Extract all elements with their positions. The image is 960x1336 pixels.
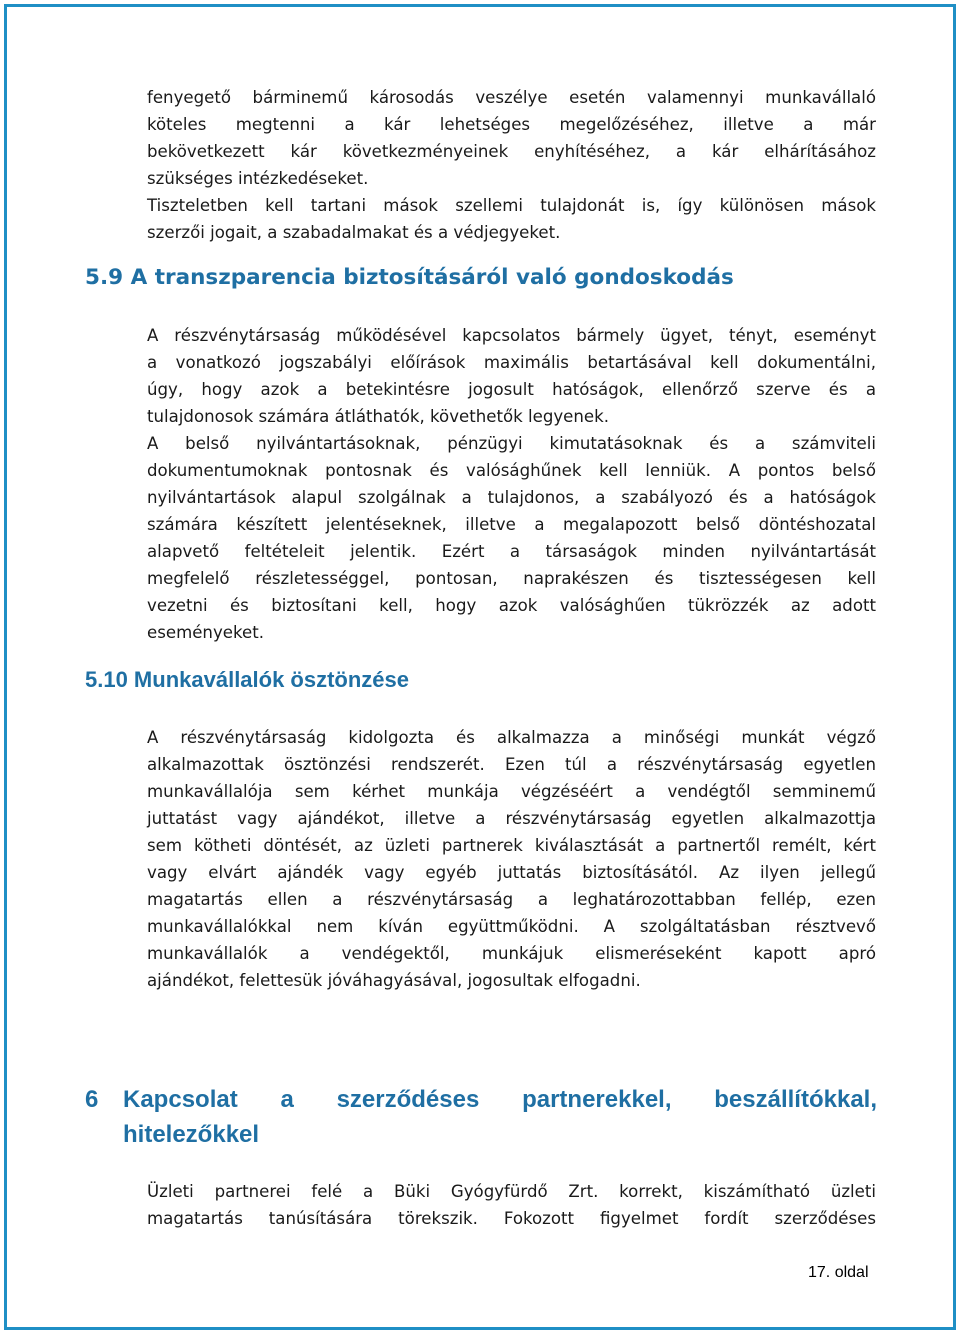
text-line: bekövetkezett kár következményeinek enyhítéséhez, a kár elhárításához	[147, 142, 876, 161]
page-number: 17. oldal	[808, 1264, 869, 1281]
text-line: alkalmazottak ösztönzési rendszerét. Ezen túl a részvénytársaság egyetlen	[147, 755, 876, 774]
text-line: magatartás tanúsítására törekszik. Fokozott figyelmet fordít szerződéses	[147, 1209, 876, 1228]
section-heading-5-10: 5.10 Munkavállalók ösztönzése	[85, 667, 410, 692]
text-line: nyilvántartások alapul szolgálnak a tulajdonos, a szabályozó és a hatóságok	[147, 488, 876, 507]
text-line: a vonatkozó jogszabályi előírások maximális betartásával kell dokumentálni,	[147, 353, 876, 372]
text-line: A részvénytársaság működésével kapcsolatos bármely ügyet, tényt, eseményt	[147, 326, 876, 345]
heading-line: hitelezőkkel	[123, 1121, 260, 1148]
text-line: munkavállalók a vendégektől, munkájuk elismeréseként kapott apró	[147, 944, 876, 963]
section-heading-6	[85, 1082, 877, 1152]
text-line: eseményeket.	[147, 623, 264, 642]
text-line: szükséges intézkedéseket.	[147, 169, 369, 188]
text-line: dokumentumoknak pontosnak és valósághűnek kell lenniük. A pontos belső	[147, 461, 876, 480]
text-line: köteles megtenni a kár lehetséges megelőzéséhez, illetve a már	[147, 115, 876, 134]
text-line: juttatást vagy ajándékot, illetve a részvénytársaság egyetlen alkalmazottja	[147, 809, 876, 828]
text-line: tulajdonosok számára átláthatók, követhetők legyenek.	[147, 407, 609, 426]
text-line: Üzleti partnerei felé a Büki Gyógyfürdő Zrt. korrekt, kiszámítható üzleti	[147, 1182, 876, 1201]
text-line: úgy, hogy azok a betekintésre jogosult hatóságok, ellenőrző szerve és a	[147, 380, 876, 399]
section-number: 6	[85, 1086, 99, 1113]
heading-line	[85, 1082, 877, 1117]
section-heading-5-9: 5.9 A transzparencia biztosításáról való gondoskodás	[85, 265, 734, 290]
text-line: alapvető feltételeit jelentik. Ezért a társaságok minden nyilvántartását	[147, 542, 876, 561]
text-line: megfelelő részletességgel, pontosan, naprakészen és tisztességesen kell	[147, 569, 876, 588]
intro-paragraph	[147, 84, 876, 246]
text-line: A belső nyilvántartásoknak, pénzügyi kimutatásoknak és a számviteli	[147, 434, 876, 453]
text-line: vagy elvárt ajándék vagy egyéb juttatás biztosításától. Az ilyen jellegű	[147, 863, 876, 882]
section-6-body	[147, 1178, 876, 1232]
text-line: magatartás ellen a részvénytársaság a leghatározottabban fellép, ezen	[147, 890, 876, 909]
heading-text: Kapcsolat a szerződéses partnerekkel, beszállítókkal,	[123, 1086, 877, 1113]
section-5-10-body	[147, 724, 876, 994]
text-line: számára készített jelentéseknek, illetve a megalapozott belső döntéshozatal	[147, 515, 876, 534]
text-line: munkavállalókkal nem kíván együttműködni. A szolgáltatásban résztvevő	[147, 917, 876, 936]
section-5-9-body	[147, 322, 876, 646]
text-line: munkavállalója sem kérhet munkája végzéséért a vendégtől semminemű	[147, 782, 876, 801]
text-line: fenyegető bárminemű károsodás veszélye esetén valamennyi munkavállaló	[147, 88, 876, 107]
text-line: vezetni és biztosítani kell, hogy azok valósághűen tükrözzék az adott	[147, 596, 876, 615]
text-line: Tiszteletben kell tartani mások szellemi tulajdonát is, így különösen mások	[147, 196, 876, 215]
text-line: ajándékot, felettesük jóváhagyásával, jogosultak elfogadni.	[147, 971, 641, 990]
text-line: szerzői jogait, a szabadalmakat és a védjegyeket.	[147, 223, 561, 242]
text-line: sem kötheti döntését, az üzleti partnerek kiválasztását a partnertől remélt, kért	[147, 836, 876, 855]
text-line: A részvénytársaság kidolgozta és alkalmazza a minőségi munkát végző	[147, 728, 876, 747]
